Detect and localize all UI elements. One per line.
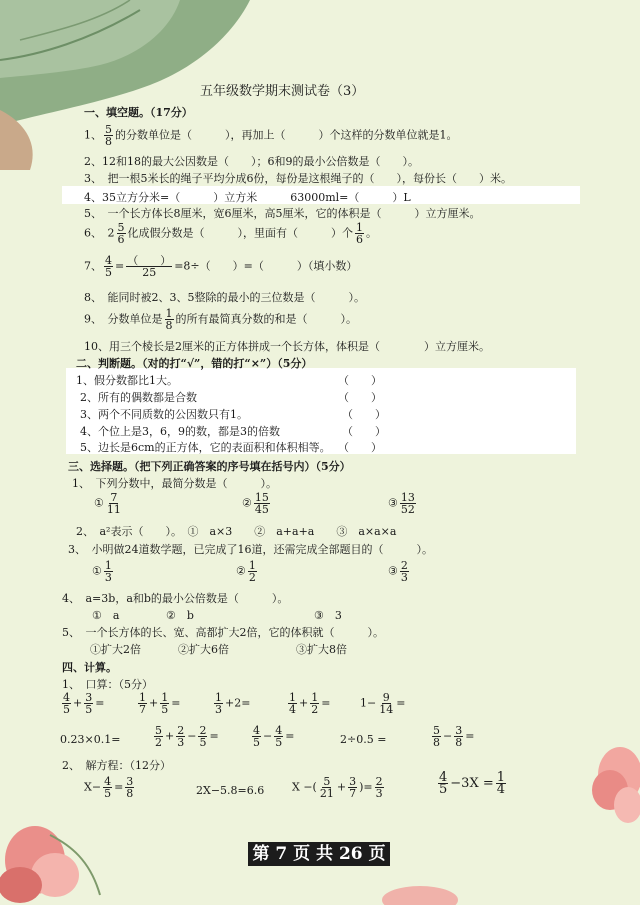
flower-decoration-left bbox=[0, 815, 110, 905]
question-1-7: 7、 $\frac{4}{5}$ = $\frac{( )}{25}$ =8÷（ ）=（ ）（填小数） bbox=[84, 254, 358, 279]
oral-expr-7: $\frac{5}{2}$ + $\frac{2}{3}$ − $\frac{2}{5}$ = bbox=[155, 724, 219, 749]
choice-4-option-2: ② b bbox=[166, 609, 194, 622]
question-1-2: 2、12和18的最大公因数是（ ）；6和9的最小公倍数是（ ）。 bbox=[84, 155, 419, 168]
oral-expr-2: $\frac{1}{7}$ + $\frac{1}{5}$ = bbox=[139, 691, 181, 716]
judgement-3-paren: （ ） bbox=[342, 408, 386, 421]
choice-1-option-2: ② $\frac{15}{45}$ bbox=[242, 491, 269, 516]
choice-3-option-1: ① $\frac{1}{3}$ bbox=[92, 559, 112, 584]
choice-3: 3、 小明做24道数学题，已完成了16道，还需完成全部题目的（ ）。 bbox=[68, 543, 433, 556]
question-1-4: 4、35立方分米=（ ）立方米 63000ml=（ ）L bbox=[84, 191, 411, 204]
oral-expr-4: $\frac{1}{4}$ + $\frac{1}{2}$ = bbox=[289, 691, 331, 716]
page-number-footer: 第 7 页 共 26 页 bbox=[248, 842, 390, 866]
flower-decoration-bottom bbox=[380, 880, 460, 905]
judgement-4-paren: （ ） bbox=[342, 425, 386, 438]
oral-expr-5: 1− $\frac{9}{14}$ = bbox=[360, 691, 406, 716]
flower-decoration-right bbox=[580, 735, 640, 845]
choice-1-option-3: ③ $\frac{13}{52}$ bbox=[388, 491, 415, 516]
question-1-6: 6、 2 $\frac{5}{6}$ 化成假分数是（ ），里面有（ ）个 $\frac{1}{6}$ 。 bbox=[84, 221, 377, 246]
equation-4: $\frac{4}{5}$ −3X = $\frac{1}{4}$ bbox=[439, 770, 506, 797]
question-1-9: 9、 分数单位是 $\frac{1}{8}$ 的所有最简真分数的和是（ ）。 bbox=[84, 307, 357, 332]
choice-4: 4、 a=3b，a和b的最小公倍数是（ ）。 bbox=[62, 592, 289, 605]
judgement-5-paren: （ ） bbox=[338, 441, 382, 454]
choice-5-option-3: ③扩大8倍 bbox=[296, 643, 347, 656]
oral-expr-10: $\frac{5}{8}$ − $\frac{3}{8}$ = bbox=[433, 724, 475, 749]
oral-calc-heading: 1、 口算：（5分） bbox=[62, 678, 153, 691]
choice-3-option-2: ② $\frac{1}{2}$ bbox=[236, 559, 256, 584]
equation-2: 2X−5.8=6.6 bbox=[196, 784, 265, 797]
equation-3: X −( $\frac{5}{21}$ + $\frac{3}{7}$ )= $\frac{2}{3}$ bbox=[292, 775, 383, 800]
judgement-4: 4、个位上是3，6，9的数，都是3的倍数 bbox=[80, 425, 280, 438]
oral-expr-8: $\frac{4}{5}$ − $\frac{4}{5}$ = bbox=[253, 724, 295, 749]
choice-5-option-1: ①扩大2倍 bbox=[90, 643, 141, 656]
judgement-1: 1、假分数都比1大。 bbox=[76, 374, 178, 387]
oral-expr-9: 2÷0.5 = bbox=[340, 733, 387, 746]
section1-heading: 一、填空题。（17分） bbox=[84, 106, 193, 119]
choice-1: 1、 下列分数中，最简分数是（ ）。 bbox=[72, 477, 277, 490]
question-1-5: 5、 一个长方体长8厘米，宽6厘米，高5厘米，它的体积是（ ）立方厘米。 bbox=[84, 207, 481, 220]
choice-4-option-3: ③ 3 bbox=[314, 609, 342, 622]
choice-5-option-2: ②扩大6倍 bbox=[178, 643, 229, 656]
section3-heading: 三、选择题。（把下列正确答案的序号填在括号内）（5分） bbox=[68, 460, 351, 473]
question-1-1: 1、 $\frac{5}{8}$ 的分数单位是（ ），再加上（ ）个这样的分数单位就是1。 bbox=[84, 123, 458, 148]
choice-4-option-1: ① a bbox=[92, 609, 120, 622]
choice-5: 5、 一个长方体的长、宽、高都扩大2倍，它的体积就（ ）。 bbox=[62, 626, 384, 639]
question-1-3: 3、 把一根5米长的绳子平均分成6份，每份是这根绳子的（ ），每份长（ ）米。 bbox=[84, 172, 512, 185]
choice-2: 2、 a²表示（ ）。 ① a×3 ② a+a+a ③ a×a×a bbox=[76, 525, 397, 538]
oral-expr-6: 0.23×0.1= bbox=[60, 733, 121, 746]
choice-1-option-1: ① $\frac{7}{11}$ bbox=[94, 491, 121, 516]
equation-heading: 2、 解方程：（12分） bbox=[62, 759, 171, 772]
equation-1: X− $\frac{4}{5}$ = $\frac{3}{8}$ bbox=[84, 775, 134, 800]
oral-expr-3: $\frac{1}{3}$ +2= bbox=[215, 691, 251, 716]
question-1-10: 10、用三个棱长是2厘米的正方体拼成一个长方体，体积是（ ）立方厘米。 bbox=[84, 340, 490, 353]
judgement-2: 2、所有的偶数都是合数 bbox=[80, 391, 197, 404]
question-1-8: 8、 能同时被2、3、5整除的最小的三位数是（ ）。 bbox=[84, 291, 365, 304]
choice-3-option-3: ③ $\frac{2}{3}$ bbox=[388, 559, 408, 584]
oral-expr-1: $\frac{4}{5}$ + $\frac{3}{5}$ = bbox=[63, 691, 105, 716]
section2-heading: 二、判断题。（对的打“√”，错的打“×”）（5分） bbox=[76, 357, 313, 370]
judgement-1-paren: （ ） bbox=[338, 374, 382, 387]
judgement-2-paren: （ ） bbox=[338, 391, 382, 404]
page-title: 五年级数学期末测试卷（3） bbox=[200, 84, 365, 99]
judgement-5: 5、边长是6cm的正方体，它的表面积和体积相等。 bbox=[80, 441, 331, 454]
judgement-3: 3、两个不同质数的公因数只有1。 bbox=[80, 408, 248, 421]
section4-heading: 四、计算。 bbox=[62, 661, 117, 674]
